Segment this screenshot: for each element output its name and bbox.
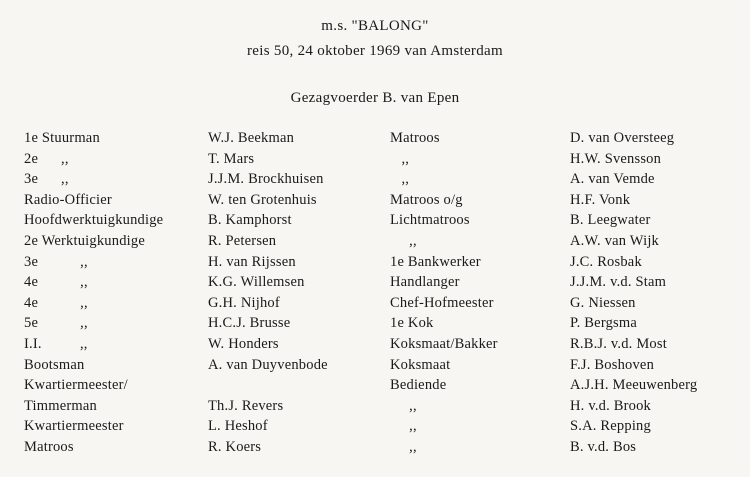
crew-name-left: W. Honders bbox=[208, 335, 279, 352]
crew-name-right: G. Niessen bbox=[570, 294, 636, 311]
captain-line: Gezagvoerder B. van Epen bbox=[290, 90, 460, 106]
crew-name-left: W. ten Grotenhuis bbox=[208, 191, 317, 208]
crew-rank-right: Matroos bbox=[390, 130, 440, 146]
crew-rank-left: Kwartiermeester bbox=[24, 418, 124, 435]
crew-row bbox=[0, 128, 750, 149]
crew-rank-left: 3e ,, bbox=[24, 171, 69, 188]
crew-name-right: R.B.J. v.d. Most bbox=[570, 335, 667, 352]
crew-row bbox=[0, 169, 750, 190]
crew-name-left: B. Kamphorst bbox=[208, 212, 292, 229]
crew-rank-left: Bootsman bbox=[24, 356, 85, 373]
crew-name-left: T. Mars bbox=[208, 150, 255, 167]
crew-row bbox=[0, 375, 750, 396]
crew-row bbox=[0, 231, 750, 252]
crew-name-right: H.F. Vonk bbox=[570, 191, 631, 208]
ship-title: m.s. "BALONG" bbox=[321, 18, 429, 34]
crew-rank-left: 3e ,, bbox=[24, 253, 88, 270]
crew-row bbox=[0, 190, 750, 211]
crew-rank-right: ,, bbox=[390, 171, 410, 188]
crew-name-left: G.H. Nijhof bbox=[208, 294, 280, 311]
crew-row bbox=[0, 252, 750, 273]
crew-name-right: B. v.d. Bos bbox=[570, 438, 637, 455]
crew-rank-right: 1e Kok bbox=[390, 315, 434, 332]
crew-rank-left: I.I. ,, bbox=[24, 335, 88, 352]
crew-name-right: A. van Vemde bbox=[570, 171, 655, 188]
crew-name-right: A.J.H. Meeuwenberg bbox=[570, 377, 698, 394]
crew-rank-left: Radio-Officier bbox=[24, 191, 112, 208]
crew-rank-right: ,, bbox=[390, 418, 417, 435]
crew-rank-left: 4e ,, bbox=[24, 294, 88, 311]
crew-name-left: H. van Rijssen bbox=[208, 253, 296, 270]
crew-name-left: J.J.M. Brockhuisen bbox=[208, 171, 324, 188]
crew-table bbox=[0, 128, 750, 458]
crew-name-left: R. Petersen bbox=[208, 232, 277, 249]
crew-rank-left: Hoofdwerktuigkundige bbox=[24, 212, 164, 229]
crew-rank-left: 1e Stuurman bbox=[24, 130, 100, 146]
crew-rank-right: Matroos o/g bbox=[390, 191, 463, 208]
crew-rank-right: Handlanger bbox=[390, 274, 460, 291]
crew-rank-left: Matroos bbox=[24, 438, 74, 455]
crew-name-right: H. v.d. Brook bbox=[570, 397, 652, 414]
crew-name-right: B. Leegwater bbox=[570, 212, 651, 229]
crew-name-left: W.J. Beekman bbox=[208, 130, 295, 146]
crew-name-left: R. Koers bbox=[208, 438, 262, 455]
crew-name-right: F.J. Boshoven bbox=[570, 356, 655, 373]
crew-name-right: J.J.M. v.d. Stam bbox=[570, 274, 667, 291]
crew-row bbox=[0, 149, 750, 170]
crew-row bbox=[0, 334, 750, 355]
crew-name-left: A. van Duyvenbode bbox=[208, 356, 328, 373]
crew-name-right: P. Bergsma bbox=[570, 315, 637, 332]
voyage-line: reis 50, 24 oktober 1969 van Amsterdam bbox=[247, 43, 503, 59]
crew-rank-left: 2e Werktuigkundige bbox=[24, 232, 145, 249]
crew-rank-right: ,, bbox=[390, 150, 410, 167]
crew-row bbox=[0, 396, 750, 417]
crew-row bbox=[0, 272, 750, 293]
crew-rank-right: Bediende bbox=[390, 377, 447, 394]
crew-name-right: S.A. Repping bbox=[570, 418, 651, 435]
crew-row bbox=[0, 416, 750, 437]
crew-rank-right: Chef-Hofmeester bbox=[390, 294, 494, 311]
crew-row bbox=[0, 355, 750, 376]
crew-name-right: H.W. Svensson bbox=[570, 150, 662, 167]
crew-row bbox=[0, 437, 750, 458]
crew-name-left: Th.J. Revers bbox=[208, 397, 284, 414]
crew-rank-right: ,, bbox=[390, 438, 417, 455]
crew-rank-right: Lichtmatroos bbox=[390, 212, 470, 229]
crew-rank-left: Timmerman bbox=[24, 397, 97, 414]
crew-row bbox=[0, 313, 750, 334]
crew-name-right: A.W. van Wijk bbox=[570, 232, 660, 249]
crew-name-right: J.C. Rosbak bbox=[570, 253, 642, 270]
crew-rank-right: Koksmaat bbox=[390, 356, 451, 373]
crew-rank-left: 4e ,, bbox=[24, 274, 88, 291]
crew-rank-left: Kwartiermeester/ bbox=[24, 377, 128, 394]
crew-row bbox=[0, 293, 750, 314]
crew-rank-right: ,, bbox=[390, 232, 417, 249]
crew-rank-right: Koksmaat/Bakker bbox=[390, 335, 498, 352]
crew-rank-right: ,, bbox=[390, 397, 417, 414]
crew-row bbox=[0, 210, 750, 231]
crew-name-left: L. Heshof bbox=[208, 418, 268, 435]
crew-rank-right: 1e Bankwerker bbox=[390, 253, 481, 270]
crew-name-left: K.G. Willemsen bbox=[208, 274, 305, 291]
crew-rank-left: 5e ,, bbox=[24, 315, 88, 332]
crew-rank-left: 2e ,, bbox=[24, 150, 69, 167]
crew-name-right: D. van Oversteeg bbox=[570, 130, 675, 146]
crew-name-left: H.C.J. Brusse bbox=[208, 315, 291, 332]
